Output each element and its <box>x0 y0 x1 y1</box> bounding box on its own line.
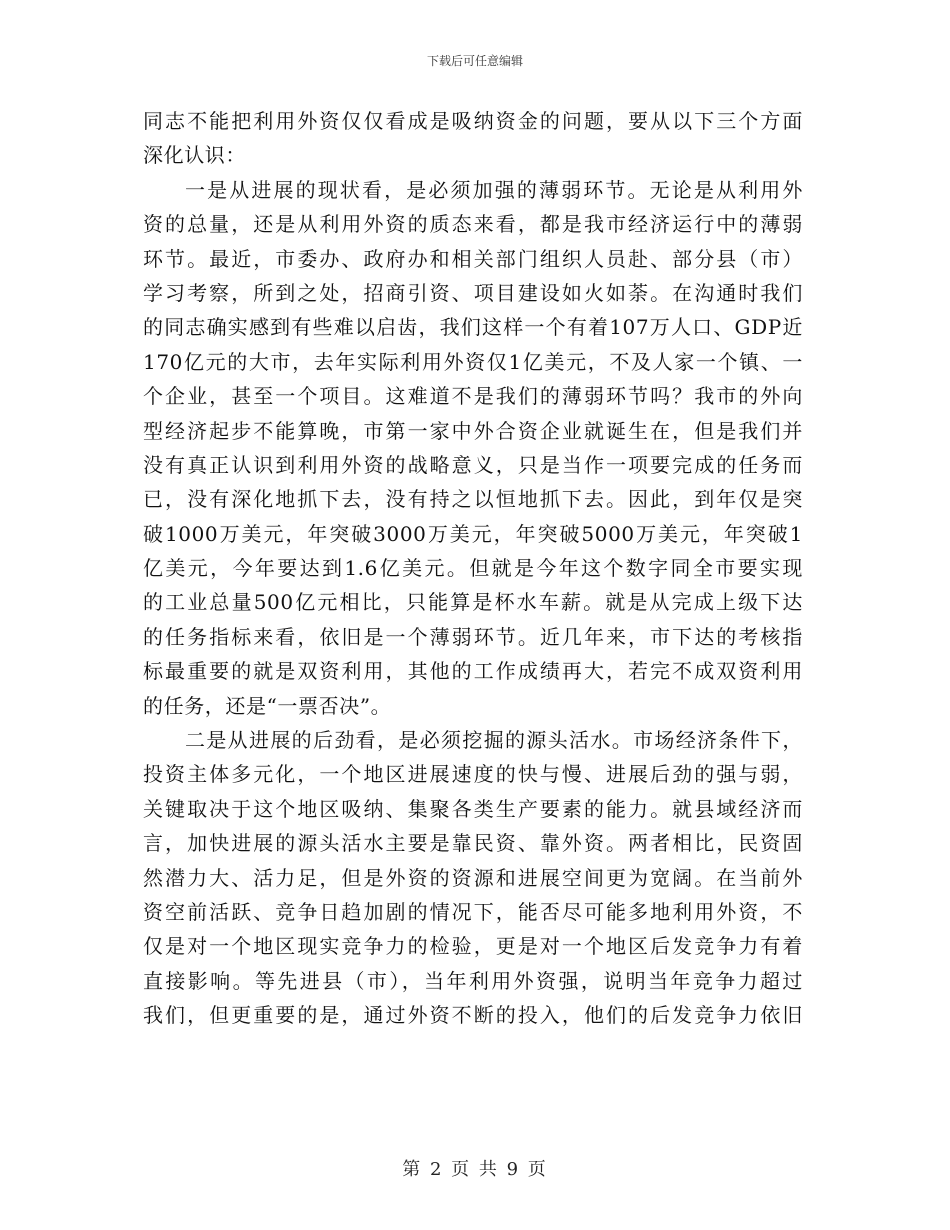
text-line: 环节。最近，市委办、政府办和相关部门组织人员赴、部分县（市） <box>143 246 803 271</box>
text-line: 我们，但更重要的是，通过外资不断的投入，他们的后发竞争力依旧 <box>143 1003 803 1028</box>
text-line: 同志不能把利用外资仅仅看成是吸纳资金的问题，要从以下三个方面 <box>143 109 803 133</box>
text-line: 的任务，还是“一票否决”。 <box>143 693 392 718</box>
text-line: 仅是对一个地区现实竞争力的检验，更是对一个地区后发竞争力有着 <box>143 934 803 959</box>
text-line: 已，没有深化地抓下去，没有持之以恒地抓下去。因此，到年仅是突 <box>143 487 803 512</box>
text-line: 的任务指标来看，依旧是一个薄弱环节。近几年来，市下达的考核指 <box>143 624 803 649</box>
text-line: 然潜力大、活力足，但是外资的资源和进展空间更为宽阔。在当前外 <box>143 865 803 890</box>
text-line: 学习考察，所到之处，招商引资、项目建设如火如荼。在沟通时我们 <box>143 280 803 305</box>
body-text <box>143 104 803 1033</box>
text-line: 170亿元的大市，去年实际利用外资仅1亿美元，不及人家一个镇、一 <box>143 349 803 374</box>
text-line: 破1000万美元，年突破3000万美元，年突破5000万美元，年突破1 <box>143 521 803 546</box>
text-line: 言，加快进展的源头活水主要是靠民资、靠外资。两者相比，民资固 <box>143 831 803 856</box>
text-line: 没有真正认识到利用外资的战略意义，只是当作一项要完成的任务而 <box>143 452 803 477</box>
text-line: 关键取决于这个地区吸纳、集聚各类生产要素的能力。就县域经济而 <box>143 796 803 821</box>
text-line: 深化认识： <box>143 143 246 168</box>
text-line: 直接影响。等先进县（市），当年利用外资强，说明当年竞争力超过 <box>143 968 803 993</box>
text-line: 一是从进展的现状看，是必须加强的薄弱环节。无论是从利用外 <box>185 177 803 202</box>
page-header: 下载后可任意编辑 <box>426 54 523 68</box>
text-line: 的同志确实感到有些难以启齿，我们这样一个有着107万人口、GDP近 <box>143 315 803 340</box>
text-line: 投资主体多元化，一个地区进展速度的快与慢、进展后劲的强与弱， <box>143 762 803 787</box>
text-line: 型经济起步不能算晚，市第一家中外合资企业就诞生在，但是我们并 <box>143 418 803 443</box>
text-line: 资空前活跃、竞争日趋加剧的情况下，能否尽可能多地利用外资，不 <box>143 899 803 924</box>
text-line: 资的总量，还是从利用外资的质态来看，都是我市经济运行中的薄弱 <box>143 212 803 237</box>
text-line: 二是从进展的后劲看，是必须挖掘的源头活水。市场经济条件下， <box>185 728 803 753</box>
page-number-footer: 第 2 页 共 9 页 <box>402 1159 548 1180</box>
text-line: 亿美元，今年要达到1.6亿美元。但就是今年这个数字同全市要实现 <box>143 556 803 581</box>
text-line: 标最重要的就是双资利用，其他的工作成绩再大，若完不成双资利用 <box>143 659 803 684</box>
text-line: 的工业总量500亿元相比，只能算是杯水车薪。就是从完成上级下达 <box>143 590 803 615</box>
text-line: 个企业，甚至一个项目。这难道不是我们的薄弱环节吗？我市的外向 <box>143 384 803 409</box>
